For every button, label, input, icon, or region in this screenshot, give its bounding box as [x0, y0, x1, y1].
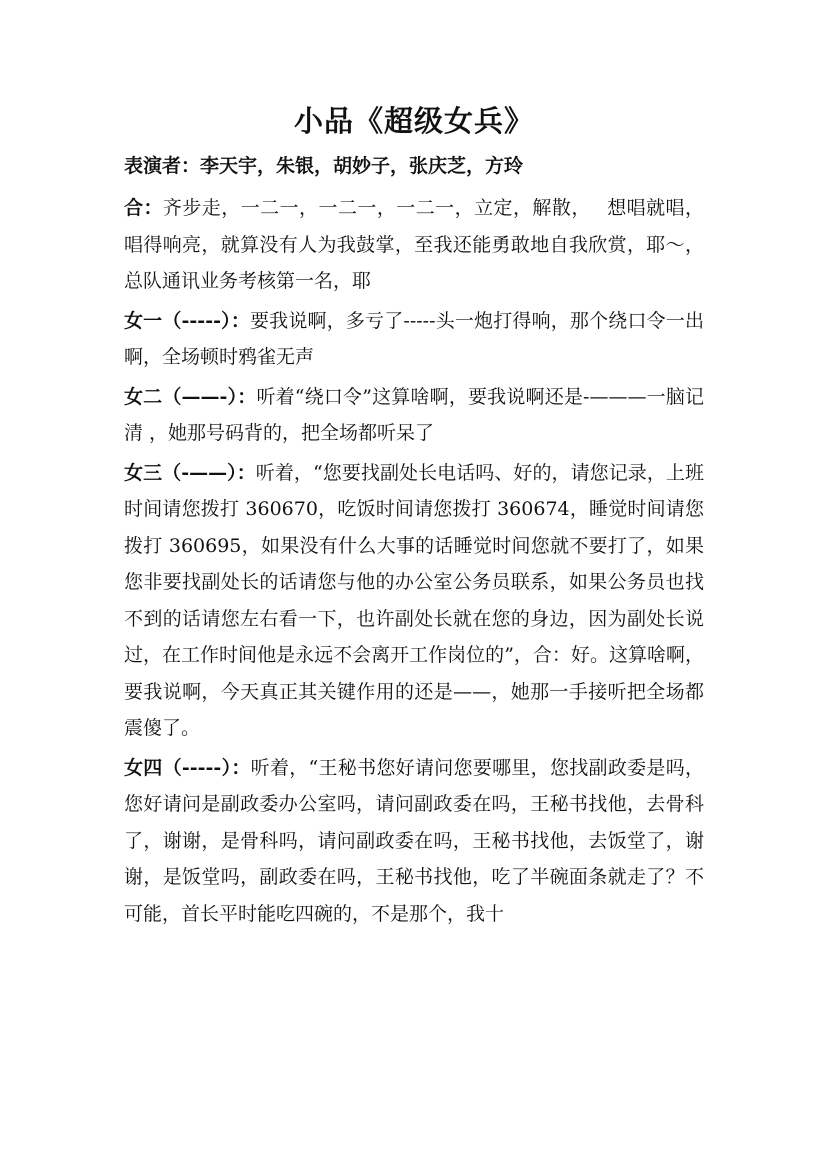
speaker-label: 合：	[124, 197, 163, 219]
paragraph-girl-four	[124, 750, 704, 933]
paragraph-girl-one	[124, 303, 704, 376]
paragraph-text: 齐步走，一二一，一二一，一二一，立定，解散， 想唱就唱，唱得响亮，就算没有人为我鼓掌，至我还能勇敢地自我欣赏，耶～，总队通讯业务考核第一名，耶	[124, 197, 704, 292]
speaker-label: 女四（-----）：	[124, 756, 251, 779]
speaker-label: 女二（——-）：	[124, 385, 257, 408]
paragraph-girl-two	[124, 379, 704, 452]
paragraph-chorus	[124, 190, 704, 300]
performers-line: 表演者：李天宇，朱银，胡妙子，张庆芝，方玲	[124, 155, 524, 177]
paragraph-text: 听着“绕口令”这算啥啊，要我说啊还是-———一脑记清 ，她那号码背的，把全场都听呆了	[124, 385, 704, 444]
document-body	[124, 100, 704, 935]
paragraph-text: 要我说啊，多亏了-----头一炮打得响，那个绕口令一出啊，全场顿时鸦雀无声	[124, 309, 704, 368]
page-title: 小品《超级女兵》	[293, 104, 534, 138]
speaker-label: 女一（-----）：	[124, 309, 250, 332]
speaker-label: 女三（-——）：	[124, 461, 256, 484]
paragraph-girl-three	[124, 455, 704, 747]
paragraph-text: 听着，“您要找副处长电话吗、好的，请您记录，上班时间请您拨打 360670，吃饭时间请您拨打 360674，睡觉时间请您拨打 360695，如果没有什么大事的话睡觉时间您就不要打了，如果您非要找副处长的话请您与他的办公室公务员联系，如果公务员也找不到的话请您左右看一下，也许副处长就在您的身边，因为副处长说过，在工作时间他是永远不会离开工作岗位的”，合：好。这算啥啊，要我说啊，今天真正其关键作用的还是——，她那一手接听把全场都震傻了。	[124, 461, 704, 739]
paragraph-text: 听着，“王秘书您好请问您要哪里，您找副政委是吗，您好请问是副政委办公室吗，请问副政委在吗，王秘书找他，去骨科了，谢谢，是骨科吗，请问副政委在吗，王秘书找他，去饭堂了，谢谢，是饭堂吗，副政委在吗，王秘书找他，吃了半碗面条就走了？不可能，首长平时能吃四碗的，不是那个，我十	[124, 756, 704, 925]
